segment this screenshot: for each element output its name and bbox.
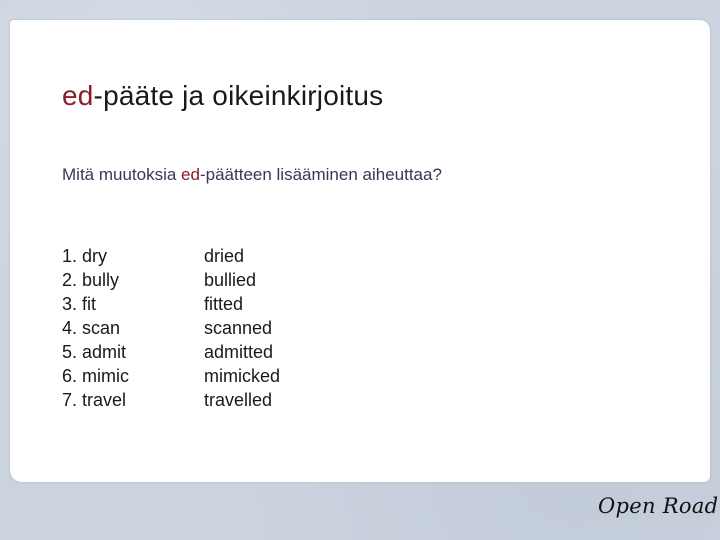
- ed-form: fitted: [204, 294, 244, 314]
- list-item: [62, 292, 280, 316]
- base-word: 7. travel: [62, 390, 127, 410]
- list-item: [62, 388, 280, 412]
- base-word: 6. mimic: [62, 366, 129, 386]
- question-before: Mitä muutoksia: [62, 165, 182, 184]
- base-word: 2. bully: [62, 270, 120, 290]
- list-item: [62, 340, 280, 364]
- question-after: -päätteen lisääminen aiheuttaa?: [199, 165, 442, 184]
- question-accent: ed: [181, 165, 200, 184]
- ed-form: admitted: [204, 342, 274, 362]
- base-word: 5. admit: [62, 342, 127, 362]
- list-item: [62, 316, 280, 340]
- ed-form: travelled: [204, 390, 273, 410]
- base-word: 3. fit: [62, 294, 97, 314]
- list-item: [62, 268, 280, 292]
- slide-question: [62, 165, 442, 185]
- ed-form: dried: [204, 246, 245, 266]
- list-item: [62, 244, 280, 268]
- slide-title: [62, 80, 383, 112]
- open-road-logo: Open Road: [598, 494, 719, 518]
- ed-form: scanned: [204, 318, 273, 338]
- word-list: [62, 244, 280, 412]
- list-item: [62, 364, 280, 388]
- title-accent: ed: [62, 80, 94, 111]
- ed-form: bullied: [204, 270, 257, 290]
- base-word: 1. dry: [62, 246, 108, 266]
- title-rest: -pääte ja oikeinkirjoitus: [93, 80, 384, 111]
- ed-form: mimicked: [204, 366, 281, 386]
- base-word: 4. scan: [62, 318, 121, 338]
